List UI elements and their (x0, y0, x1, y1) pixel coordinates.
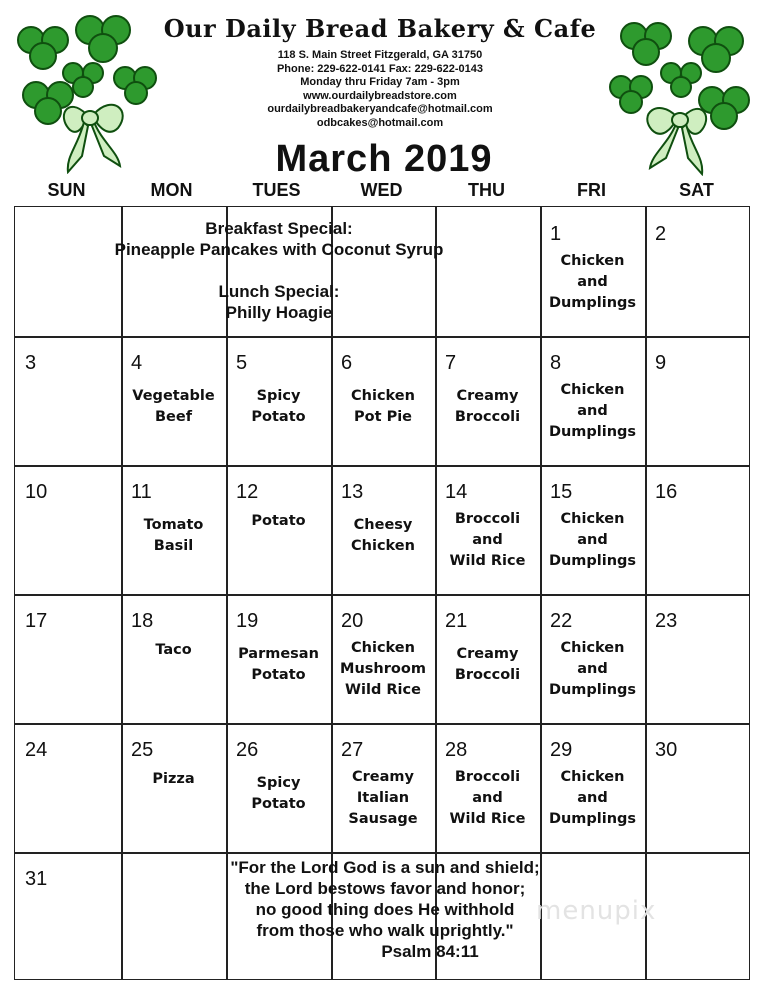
day-number: 13 (341, 481, 364, 503)
day-cell-25 (121, 723, 226, 852)
day-cell-15 (540, 465, 645, 594)
day-cell-14 (435, 465, 540, 594)
soup-line: Wild Rice (345, 682, 421, 698)
soup-line: Broccoli (454, 511, 521, 527)
soup-line: Potato (251, 513, 306, 529)
day-cell-13 (331, 465, 435, 594)
day-number: 24 (25, 739, 48, 761)
soup-line: Basil (153, 538, 194, 554)
soup-line: Tomato (143, 517, 204, 533)
soup-of-the-day (121, 640, 226, 661)
soup-of-the-day (121, 769, 226, 790)
soup-line: Potato (251, 667, 306, 683)
soup-line: and (472, 790, 503, 806)
bakery-name: Our Daily Bread Bakery & Cafe (163, 14, 597, 43)
watermark: menupix (536, 896, 657, 926)
day-cell-6 (331, 336, 435, 465)
soup-line: Broccoli (454, 769, 521, 785)
weekday-thu: THU (468, 180, 505, 200)
day-cell-27 (331, 723, 435, 852)
day-cell-1 (540, 207, 645, 336)
day-number: 20 (341, 610, 364, 632)
day-number: 14 (445, 481, 468, 503)
day-number: 16 (655, 481, 678, 503)
soup-line: Chicken (560, 640, 625, 656)
soup-of-the-day (435, 644, 540, 686)
breakfast-special-label: Breakfast Special: (205, 219, 353, 238)
soup-of-the-day (226, 511, 331, 532)
day-number: 28 (445, 739, 468, 761)
day-cell-21 (435, 594, 540, 723)
soup-line: Dumplings (548, 295, 637, 311)
soup-of-the-day (540, 638, 645, 701)
soup-of-the-day (331, 515, 435, 557)
lunch-special-label: Lunch Special: (218, 282, 340, 301)
soup-line: Potato (251, 796, 306, 812)
weekday-mon: MON (150, 180, 193, 200)
soup-of-the-day (226, 644, 331, 686)
day-cell-7 (435, 336, 540, 465)
weekday-sun: SUN (47, 180, 86, 200)
lunch-special-item: Philly Hoagie (225, 303, 333, 322)
soup-line: Creamy (352, 769, 414, 785)
address: 118 S. Main Street Fitzgerald, GA 31750 (277, 49, 483, 61)
day-cell-31 (15, 852, 121, 979)
soup-line: Vegetable (132, 388, 215, 404)
soup-of-the-day (540, 380, 645, 443)
day-cell-29 (540, 723, 645, 852)
soup-of-the-day (331, 767, 435, 830)
soup-of-the-day (121, 515, 226, 557)
month-title: March 2019 (275, 138, 493, 180)
day-cell-22 (540, 594, 645, 723)
soup-line: Broccoli (454, 667, 521, 683)
day-cell-26 (226, 723, 331, 852)
breakfast-special-item: Pineapple Pancakes with Coconut Syrup (114, 240, 444, 259)
soup-line: and (577, 274, 608, 290)
soup-line: Chicken (560, 382, 625, 398)
day-cell-8 (540, 336, 645, 465)
day-cell-5 (226, 336, 331, 465)
day-cell-12 (226, 465, 331, 594)
soup-line: Sausage (348, 811, 418, 827)
soup-line: Creamy (456, 646, 519, 662)
day-number: 7 (445, 352, 457, 374)
day-number: 26 (236, 739, 259, 761)
day-cell-11 (121, 465, 226, 594)
soup-line: Chicken (351, 640, 415, 656)
day-number: 3 (25, 352, 37, 374)
soup-line: Creamy (456, 388, 519, 404)
day-number: 27 (341, 739, 364, 761)
day-number: 4 (131, 352, 143, 374)
soup-line: Taco (155, 642, 192, 658)
soup-line: Dumplings (548, 553, 637, 569)
weekday-tue: TUES (252, 180, 301, 200)
day-cell-2 (645, 207, 749, 336)
soup-line: Spicy (256, 775, 301, 791)
day-cell-3 (15, 336, 121, 465)
day-number: 12 (236, 481, 259, 503)
soup-of-the-day (435, 509, 540, 572)
soup-line: and (577, 403, 608, 419)
soup-line: Chicken (560, 769, 625, 785)
soup-line: Italian (356, 790, 410, 806)
soup-line: Broccoli (454, 409, 521, 425)
day-number: 30 (655, 739, 678, 761)
day-number: 21 (445, 610, 468, 632)
soup-line: and (577, 790, 608, 806)
soup-line: and (577, 661, 608, 677)
day-number: 2 (655, 223, 667, 245)
grid-row-divider (15, 852, 749, 854)
verse-citation: Psalm 84:11 (381, 942, 479, 961)
day-number: 15 (550, 481, 573, 503)
day-number: 19 (236, 610, 259, 632)
soup-line: Dumplings (548, 682, 637, 698)
phone-fax: Phone: 229-622-0141 Fax: 229-622-0143 (276, 62, 484, 75)
day-number: 5 (236, 352, 248, 374)
soup-line: Cheesy (353, 517, 413, 533)
weekday-fri: FRI (577, 180, 606, 200)
day-number: 1 (550, 223, 562, 245)
soup-line: and (472, 532, 503, 548)
day-number: 6 (341, 352, 353, 374)
weekday-wed: WED (360, 180, 403, 200)
weekday-sat: SAT (679, 180, 714, 200)
day-cell-30 (645, 723, 749, 852)
day-number: 17 (25, 610, 48, 632)
day-cell-24 (15, 723, 121, 852)
soup-of-the-day (540, 251, 645, 314)
soup-line: Chicken (560, 253, 625, 269)
soup-line: Potato (251, 409, 306, 425)
day-number: 8 (550, 352, 562, 374)
hours: Monday thru Friday 7am - 3pm (300, 76, 460, 88)
soup-line: and (577, 532, 608, 548)
soup-line: Pizza (152, 771, 195, 787)
daily-specials (14, 12, 544, 323)
day-number: 18 (131, 610, 154, 632)
soup-line: Beef (154, 409, 193, 425)
verse-line: "For the Lord God is a sun and shield; (230, 858, 540, 877)
day-number: 11 (131, 481, 152, 503)
day-number: 9 (655, 352, 667, 374)
email-primary: ourdailybreadbakeryandcafe@hotmail.com (267, 103, 493, 115)
soup-of-the-day (121, 386, 226, 428)
day-number: 29 (550, 739, 573, 761)
soup-line: Chicken (351, 388, 415, 404)
soup-line: Chicken (351, 538, 415, 554)
soup-line: Parmesan (238, 646, 319, 662)
soup-line: Dumplings (548, 424, 637, 440)
day-number: 25 (131, 739, 154, 761)
soup-line: Pot Pie (354, 409, 412, 425)
verse-line: from those who walk uprightly." (256, 921, 514, 940)
verse-line: the Lord bestows favor and honor; (244, 879, 526, 898)
soup-line: Wild Rice (449, 811, 526, 827)
day-number: 10 (25, 481, 48, 503)
day-number: 31 (25, 868, 48, 890)
soup-line: Wild Rice (449, 553, 526, 569)
soup-of-the-day (331, 638, 435, 701)
day-cell-4 (121, 336, 226, 465)
day-cell-20 (331, 594, 435, 723)
soup-of-the-day (226, 386, 331, 428)
soup-of-the-day (331, 386, 435, 428)
day-cell-10 (15, 465, 121, 594)
day-cell-17 (15, 594, 121, 723)
day-number: 23 (655, 610, 678, 632)
soup-of-the-day (540, 767, 645, 830)
verse-line: no good thing does He withhold (255, 900, 515, 919)
soup-line: Spicy (256, 388, 301, 404)
soup-of-the-day (435, 386, 540, 428)
day-cell-16 (645, 465, 749, 594)
soup-of-the-day (540, 509, 645, 572)
email-secondary: odbcakes@hotmail.com (316, 116, 444, 129)
soup-of-the-day (226, 773, 331, 815)
day-number: 22 (550, 610, 573, 632)
day-cell-19 (226, 594, 331, 723)
day-cell-9 (645, 336, 749, 465)
soup-of-the-day (435, 767, 540, 830)
day-cell-23 (645, 594, 749, 723)
soup-line: Chicken (560, 511, 625, 527)
soup-line: Mushroom (340, 661, 426, 677)
soup-line: Dumplings (548, 811, 637, 827)
day-cell-28 (435, 723, 540, 852)
day-cell-18 (121, 594, 226, 723)
website: www.ourdailybreadstore.com (303, 89, 457, 102)
